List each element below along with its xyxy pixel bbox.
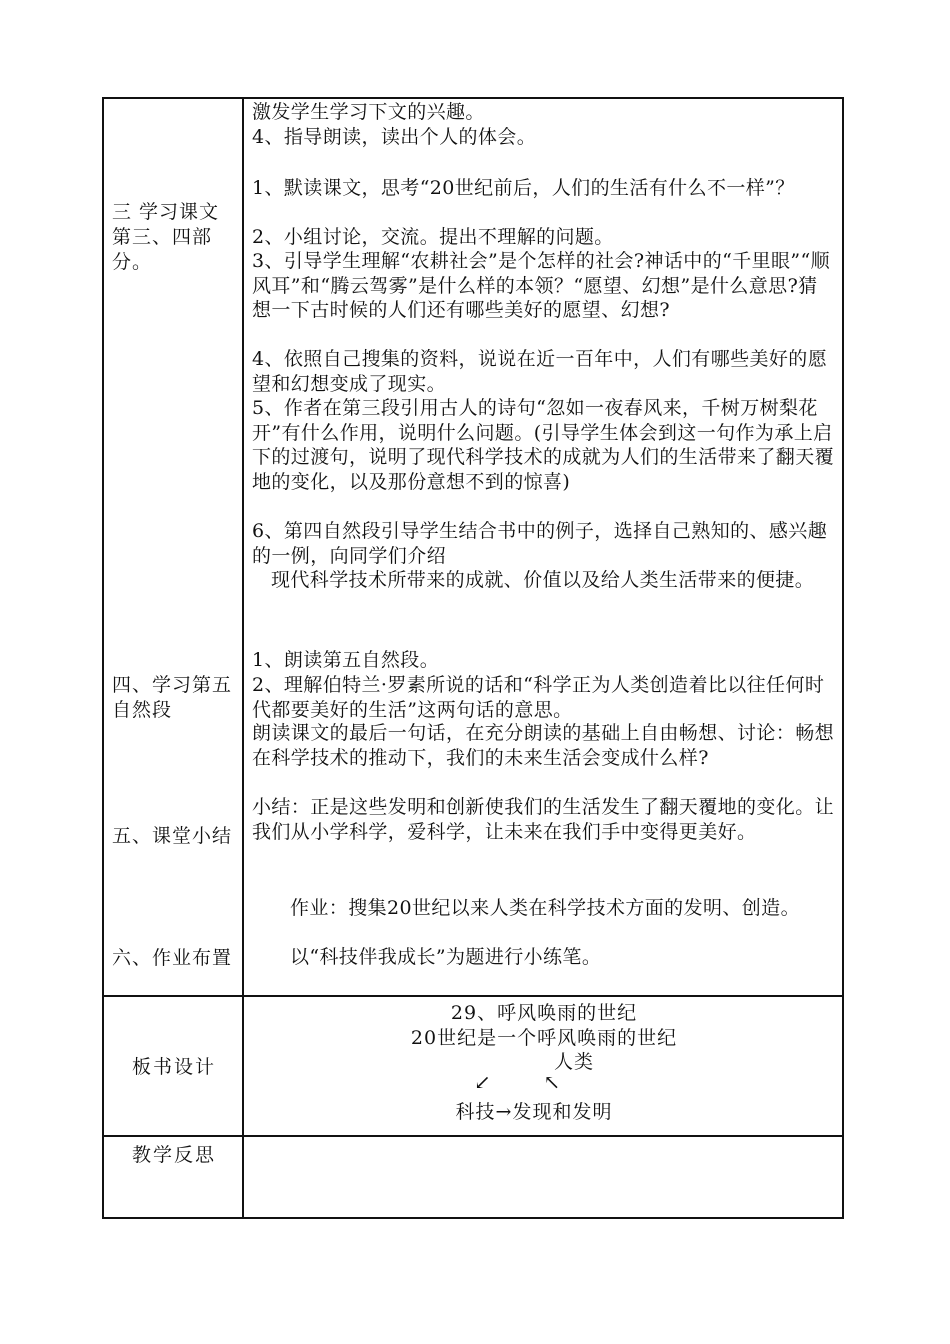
content-line: 1、朗读第五自然段。 — [252, 649, 440, 671]
content-line: 6、第四自然段引导学生结合书中的例子，选择自己熟知的、感兴趣的一例，向同学们介绍 — [252, 520, 828, 567]
arrow-up-left-icon: ↖ — [543, 1070, 561, 1094]
lesson-plan-table — [102, 97, 844, 1219]
content-line: 5、作者在第三段引用古人的诗句“忽如一夜春风来，千树万树梨花开”有什么作用，说明什么问题。(引导学生体会到这一句作为承上启下的过渡句，说明了现代科学技术的成就为人们的生活带来了翻天覆地的变化，以及那份意想不到的惊喜) — [252, 397, 835, 493]
content-line: 以“科技伴我成长”为题进行小练笔。 — [290, 946, 602, 968]
content-line: 4、依照自己搜集的资料，说说在近一百年中，人们有哪些美好的愿望和幻想变成了现实。 — [252, 348, 828, 395]
board-line: 科技→发现和发明 — [455, 1101, 613, 1123]
reflection-label: 教学反思 — [131, 1144, 216, 1166]
table-row-procedure — [103, 98, 843, 996]
board-design-label: 板书设计 — [131, 1056, 216, 1078]
procedure-content-cell — [243, 98, 843, 996]
content-line: 2、小组讨论，交流。提出不理解的问题。 — [252, 226, 614, 248]
board-line: 20世纪是一个呼风唤雨的世纪 — [410, 1027, 678, 1049]
table-row-reflection — [103, 1136, 843, 1218]
section-3-label: 三 学习课文第三、四部分。 — [112, 201, 220, 273]
content-line: 现代科学技术所带来的成就、价值以及给人类生活带来的便捷。 — [271, 569, 815, 591]
section-4-label: 四、学习第五自然段 — [112, 674, 233, 721]
content-line: 作业：搜集20世纪以来人类在科学技术方面的发明、创造。 — [290, 897, 800, 919]
board-content-cell — [243, 996, 843, 1136]
board-line: 人类 — [553, 1051, 594, 1073]
board-label-cell — [103, 996, 243, 1136]
reflection-content-cell — [243, 1136, 843, 1218]
content-line: 2、理解伯特兰·罗素所说的话和“科学正为人类创造着比以往任何时代都要美好的生活”这两句话的意思。 — [252, 674, 825, 721]
table-row-board — [103, 996, 843, 1136]
board-arrows — [474, 1070, 560, 1094]
reflection-label-cell — [103, 1136, 243, 1218]
section-labels-cell — [103, 98, 243, 996]
content-line: 激发学生学习下文的兴趣。 — [252, 101, 485, 123]
board-title: 29、呼风唤雨的世纪 — [450, 1002, 638, 1024]
reflection-content — [244, 1137, 842, 1217]
arrow-down-left-icon: ↙ — [474, 1070, 491, 1094]
section-6-label: 六、作业布置 — [112, 947, 233, 969]
content-line: 3、引导学生理解“农耕社会”是个怎样的社会?神话中的“千里眼”“顺风耳”和“腾云驾雾”是什么样的本领？“愿望、幻想”是什么意思?猜想一下古时候的人们还有哪些美好的愿望、幻想? — [252, 250, 831, 321]
section-5-label: 五、课堂小结 — [112, 825, 233, 847]
content-line: 朗读课文的最后一句话，在充分朗读的基础上自由畅想、讨论：畅想在科学技术的推动下，我们的未来生活会变成什么样? — [252, 722, 835, 769]
content-line: 1、默读课文，思考“20世纪前后，人们的生活有什么不一样”？ — [252, 177, 795, 199]
content-line: 4、指导朗读，读出个人的体会。 — [252, 126, 537, 148]
content-line: 小结：正是这些发明和创新使我们的生活发生了翻天覆地的变化。让我们从小学科学，爱科学，让未来在我们手中变得更美好。 — [252, 796, 835, 843]
